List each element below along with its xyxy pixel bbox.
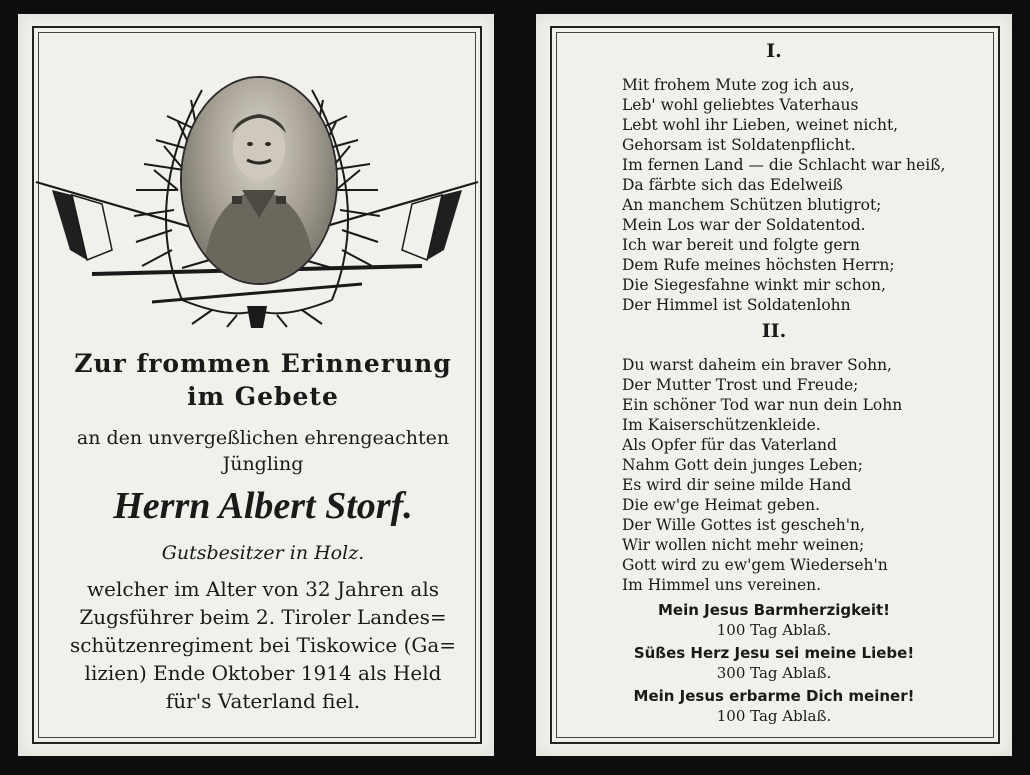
poem-line: Der Himmel ist Soldatenlohn: [622, 296, 851, 314]
poem-line: Der Wille Gottes ist gescheh'n,: [622, 516, 865, 534]
poem-line: Da färbte sich das Edelweiß: [622, 176, 843, 194]
poem-line: An manchem Schützen blutigrot;: [622, 196, 882, 214]
indulgence-text: 100 Tag Ablaß.: [716, 621, 832, 639]
poem-line: Die ew'ge Heimat geben.: [622, 496, 821, 514]
occupation: Gutsbesitzer in Holz.: [161, 542, 365, 564]
poem-line: Der Mutter Trost und Freude;: [622, 376, 859, 394]
title-line-2: im Gebete: [187, 382, 339, 411]
poem-line: Im Kaiserschützenkleide.: [622, 416, 821, 434]
body-line-2: Zugsführer beim 2. Tiroler Landes=: [79, 605, 447, 629]
poem-line: Im fernen Land — die Schlacht war heiß,: [622, 156, 946, 174]
title-line-1: Zur frommen Erinnerung: [74, 349, 452, 378]
intro-line-1: an den unvergeßlichen ehrengeachten: [76, 427, 450, 449]
poem-line: Im Himmel uns vereinen.: [622, 576, 822, 594]
poem-line: Leb' wohl geliebtes Vaterhaus: [622, 96, 859, 114]
body-line-5: für's Vaterland fiel.: [165, 689, 361, 713]
poem-line: Die Siegesfahne winkt mir schon,: [622, 276, 886, 294]
intro-line-2: Jüngling: [222, 453, 304, 475]
poem-line: Es wird dir seine milde Hand: [622, 476, 852, 494]
section-heading-2: II.: [761, 320, 787, 342]
poem-line: Wir wollen nicht mehr weinen;: [622, 536, 865, 554]
memorial-card-front: [18, 14, 494, 756]
body-line-4: lizien) Ende Oktober 1914 als Held: [84, 661, 442, 685]
poem-line: Ein schöner Tod war nun dein Lohn: [622, 396, 903, 414]
poem-line: Gehorsam ist Soldatenpflicht.: [622, 136, 856, 154]
indulgence-text: 300 Tag Ablaß.: [716, 664, 832, 682]
prayer-text: Mein Jesus Barmherzigkeit!: [658, 601, 890, 619]
poem-line: Mein Los war der Soldatentod.: [622, 216, 866, 234]
memorial-card-back: [536, 14, 1012, 756]
poem-line: Mit frohem Mute zog ich aus,: [622, 76, 855, 94]
poem-line: Ich war bereit und folgte gern: [622, 236, 860, 254]
deceased-name: Herrn Albert Storf.: [113, 485, 413, 527]
poem-line: Gott wird zu ew'gem Wiederseh'n: [622, 556, 888, 574]
poem-line: Lebt wohl ihr Lieben, weinet nicht,: [622, 116, 899, 134]
body-line-1: welcher im Alter von 32 Jahren als: [87, 577, 439, 601]
prayer-text: Süßes Herz Jesu sei meine Liebe!: [633, 644, 915, 662]
poem-line: Dem Rufe meines höchsten Herrn;: [622, 256, 895, 274]
section-heading-1: I.: [766, 40, 782, 62]
prayer-text: Mein Jesus erbarme Dich meiner!: [633, 687, 915, 705]
poem-line: Als Opfer für das Vaterland: [622, 436, 837, 454]
body-line-3: schützenregiment bei Tiskowice (Ga=: [69, 633, 457, 657]
poem-line: Nahm Gott dein junges Leben;: [622, 456, 863, 474]
indulgence-text: 100 Tag Ablaß.: [716, 707, 832, 725]
soldier-portrait: [182, 78, 336, 283]
poem-line: Du warst daheim ein braver Sohn,: [622, 356, 892, 374]
